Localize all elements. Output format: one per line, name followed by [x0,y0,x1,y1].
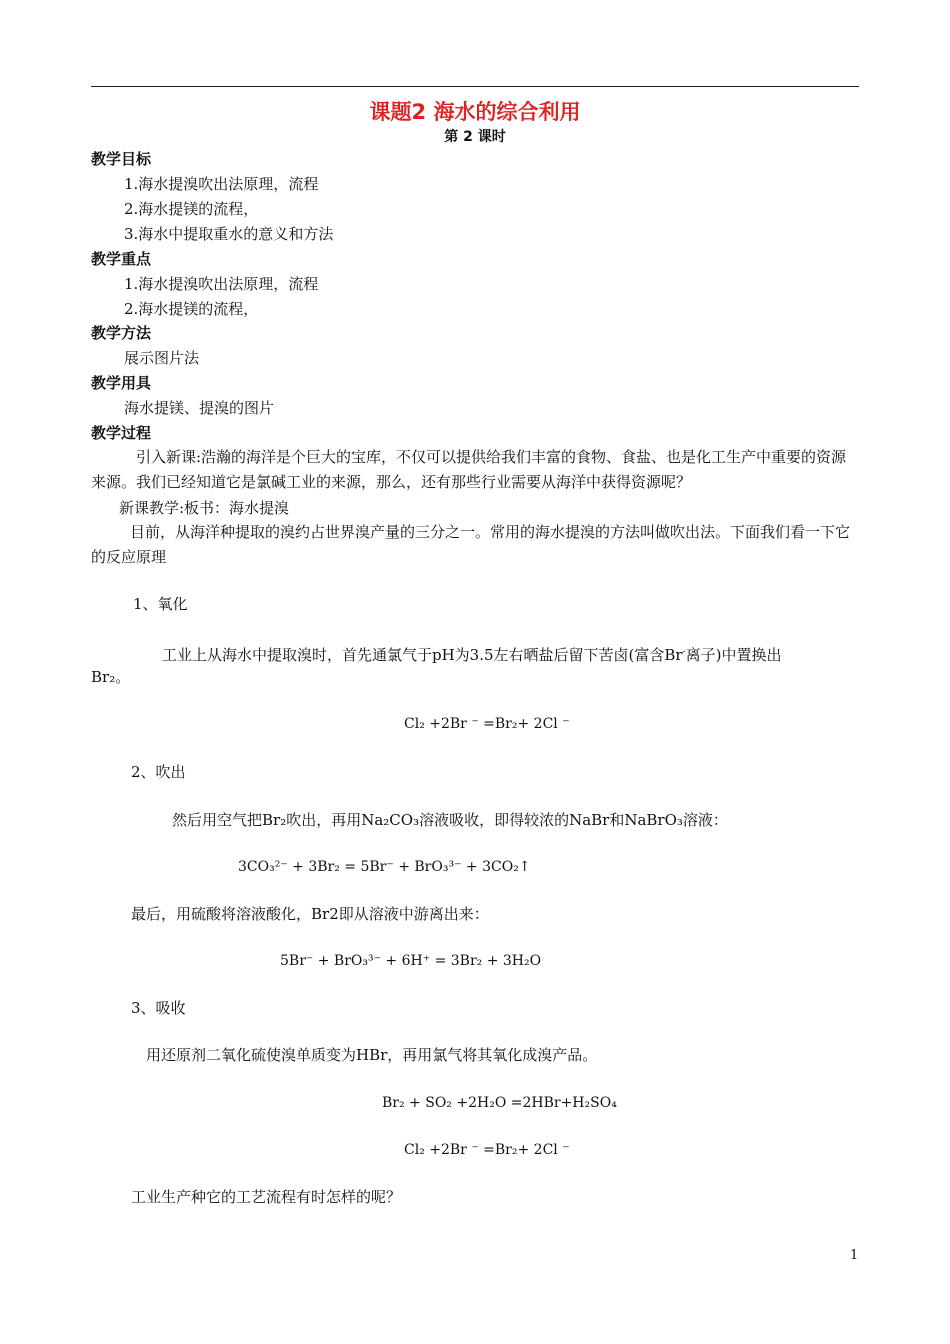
method-heading: 教学方法 [91,324,152,342]
objective-item: 1.海水提溴吹出法原理，流程 [124,175,319,193]
equation-3: 5Br⁻ + BrO₃³⁻ + 6H⁺ = 3Br₂ + 3H₂O [280,953,542,969]
current-paragraph: 目前，从海洋种提取的溴约占世界溴产量的三分之一。常用的海水提溴的方法叫做吹出法。下面我们看一下它的反应原理 [91,523,851,566]
step1-label: 1、氧化 [133,595,188,613]
step1-text: 工业上从海水中提取溴时，首先通氯气于pH为3.5左右晒盐后留下苦卤(富含Br-离子)中置换出 [162,646,782,664]
objective-item: 2.海水提镁的流程， [124,200,259,218]
step3-text: 用还原剂二氧化硫使溴单质变为HBr，再用氯气将其氧化成溴产品。 [146,1046,598,1064]
step2-label: 2、吹出 [131,763,186,781]
page-number: 1 [850,1248,859,1263]
process-heading: 教学过程 [91,424,152,442]
intro-paragraph: 引入新课:浩瀚的海洋是个巨大的宝库，不仅可以提供给我们丰富的食物、食盐、也是化工生产中重要的资源来源。我们已经知道它是氯碱工业的来源，那么，还有那些行业需要从海洋中获得资源呢？ [91,448,847,491]
step1-text-line2: Br₂。 [91,668,131,686]
key-points-heading: 教学重点 [91,250,152,268]
lesson-subtitle: 第 2 课时 [444,129,506,145]
step2-final-text: 最后，用硫酸将溶液酸化，Br2即从溶液中游离出来： [131,905,489,923]
equation-1: Cl₂ +2Br ⁻ =Br₂+ 2Cl ⁻ [404,716,570,732]
closing-question: 工业生产种它的工艺流程有时怎样的呢？ [131,1188,402,1206]
step3-label: 3、吸收 [131,999,186,1017]
key-point-item: 2.海水提镁的流程， [124,300,259,318]
equation-2: 3CO₃²⁻ + 3Br₂ = 5Br⁻ + BrO₃³⁻ + 3CO₂↑ [238,859,531,875]
step2-text: 然后用空气把Br₂吹出，再用Na₂CO₃溶液吸收，即得较浓的NaBr和NaBrO₃溶液： [172,811,728,829]
equation-5: Cl₂ +2Br ⁻ =Br₂+ 2Cl ⁻ [404,1142,570,1158]
tools-heading: 教学用具 [91,374,152,392]
header-rule [91,86,859,87]
new-lesson-line: 新课教学:板书：海水提溴 [119,499,290,517]
equation-4: Br₂ + SO₂ +2H₂O =2HBr+H₂SO₄ [382,1095,617,1111]
key-point-item: 1.海水提溴吹出法原理，流程 [124,275,319,293]
objectives-heading: 教学目标 [91,150,152,168]
tools-text: 海水提镁、提溴的图片 [124,399,275,417]
method-text: 展示图片法 [124,349,200,367]
document-title: 课题2 海水的综合利用 [369,100,581,124]
objective-item: 3.海水中提取重水的意义和方法 [124,225,334,243]
